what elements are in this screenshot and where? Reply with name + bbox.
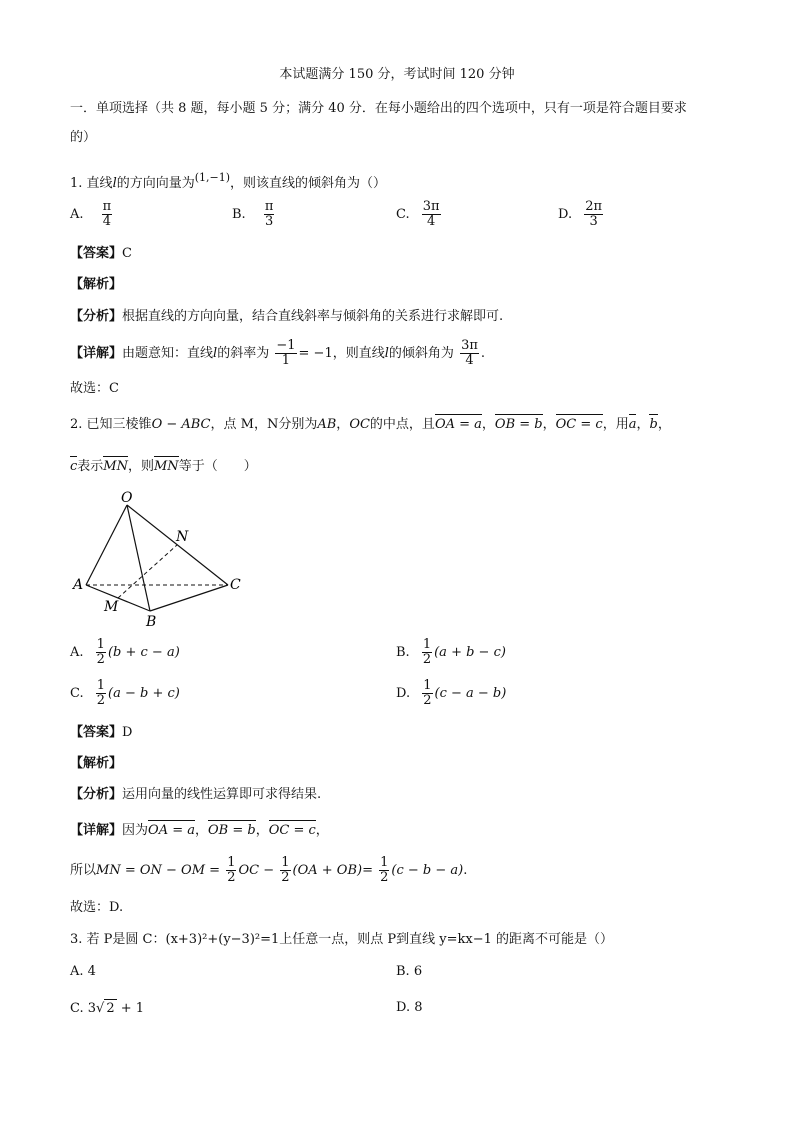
- q1-stem: 1. 直线l的方向向量为$^{(1,-1)}$，则该直线的倾斜角为（）: [70, 171, 387, 191]
- q2-option-b: B. $\frac{1}{2}$ (a + b − c): [396, 637, 506, 667]
- q1-detail: 【详解】由题意知：直线l的斜率为 $\frac{-1}{1}$ = −1，则直线l的倾斜角为 $\frac{3\pi}{4}$ .: [70, 338, 486, 368]
- q3-option-a: A. 4: [70, 964, 96, 979]
- q2-option-d: D. $\frac{1}{2}$ (c − a − b): [396, 678, 507, 708]
- pyramid-figure: [70, 488, 250, 630]
- q2-stem-cont: c表示MN，则MN等于（ ）: [70, 459, 257, 474]
- section-heading-cont: 的）: [70, 130, 97, 145]
- q2-option-a: A. $\frac{1}{2}$ (b + c − a): [70, 637, 180, 667]
- segment-mn: [118, 545, 177, 598]
- label-n: N: [176, 529, 189, 545]
- q3-number: 3.: [70, 932, 83, 947]
- q2-analysis-label: 【解析】: [70, 756, 123, 771]
- q2-fenxi: 【分析】运用向量的线性运算即可求得结果.: [70, 787, 322, 802]
- q2-detail: 【详解】因为OA = a，OB = b，OC = c，: [70, 823, 329, 838]
- label-b: B: [146, 614, 157, 630]
- edge-bc: [150, 585, 228, 611]
- label-a: A: [73, 577, 84, 593]
- q1-choose: 故选：C: [70, 381, 119, 396]
- q3-option-b: B. 6: [396, 964, 423, 979]
- q1-analysis-label: 【解析】: [70, 277, 123, 292]
- exam-header: 本试题满分 150 分，考试时间 120 分钟: [279, 67, 515, 82]
- q1-option-a: A. $\frac{\pi}{4}$: [70, 199, 112, 229]
- section-heading: 一．单项选择（共 8 题，每小题 5 分；满分 40 分．在每小题给出的四个选项中，只有一项是符合题目要求: [70, 101, 687, 116]
- q3-option-d: D. 8: [396, 1000, 423, 1015]
- q2-choose: 故选：D.: [70, 900, 124, 915]
- q2-option-c: C. $\frac{1}{2}$ (a − b + c): [70, 678, 180, 708]
- label-c: C: [230, 577, 241, 593]
- q2-number: 2.: [70, 417, 83, 432]
- edge-oa: [86, 505, 127, 585]
- label-o: O: [121, 490, 133, 506]
- q3-option-c: C. 3√ 2 + 1: [70, 1001, 145, 1016]
- q2-detail-eq: 所以MN = ON − OM = $\frac{1}{2}$ OC − $\frac{1}{2}$ (OA + OB)= $\frac{1}{2}$ (c − b − a).: [70, 855, 468, 885]
- q1-fenxi: 【分析】根据直线的方向向量，结合直线斜率与倾斜角的关系进行求解即可.: [70, 309, 504, 324]
- q1-option-b: B. $\frac{\pi}{3}$: [232, 199, 274, 229]
- q2-stem: 2. 已知三棱锥O − ABC，点 M，N分别为AB，OC的中点，且OA = a，OB = b，OC = c，用a，b，: [70, 417, 671, 432]
- q1-vector: (1,−1): [194, 171, 231, 184]
- label-m: M: [104, 599, 119, 615]
- q1-number: 1.: [70, 176, 83, 191]
- q2-answer: 【答案】D: [70, 725, 133, 740]
- q1-option-d: D. $\frac{2\pi}{3}$: [558, 199, 603, 229]
- q1-option-c: C. $\frac{3\pi}{4}$: [396, 199, 440, 229]
- q3-stem: 3. 若 P是圆 C：(x+3)²+(y−3)²=1上任意一点，则点 P到直线 y=kx−1 的距离不可能是（）: [70, 932, 614, 947]
- q1-answer: 【答案】C: [70, 246, 132, 261]
